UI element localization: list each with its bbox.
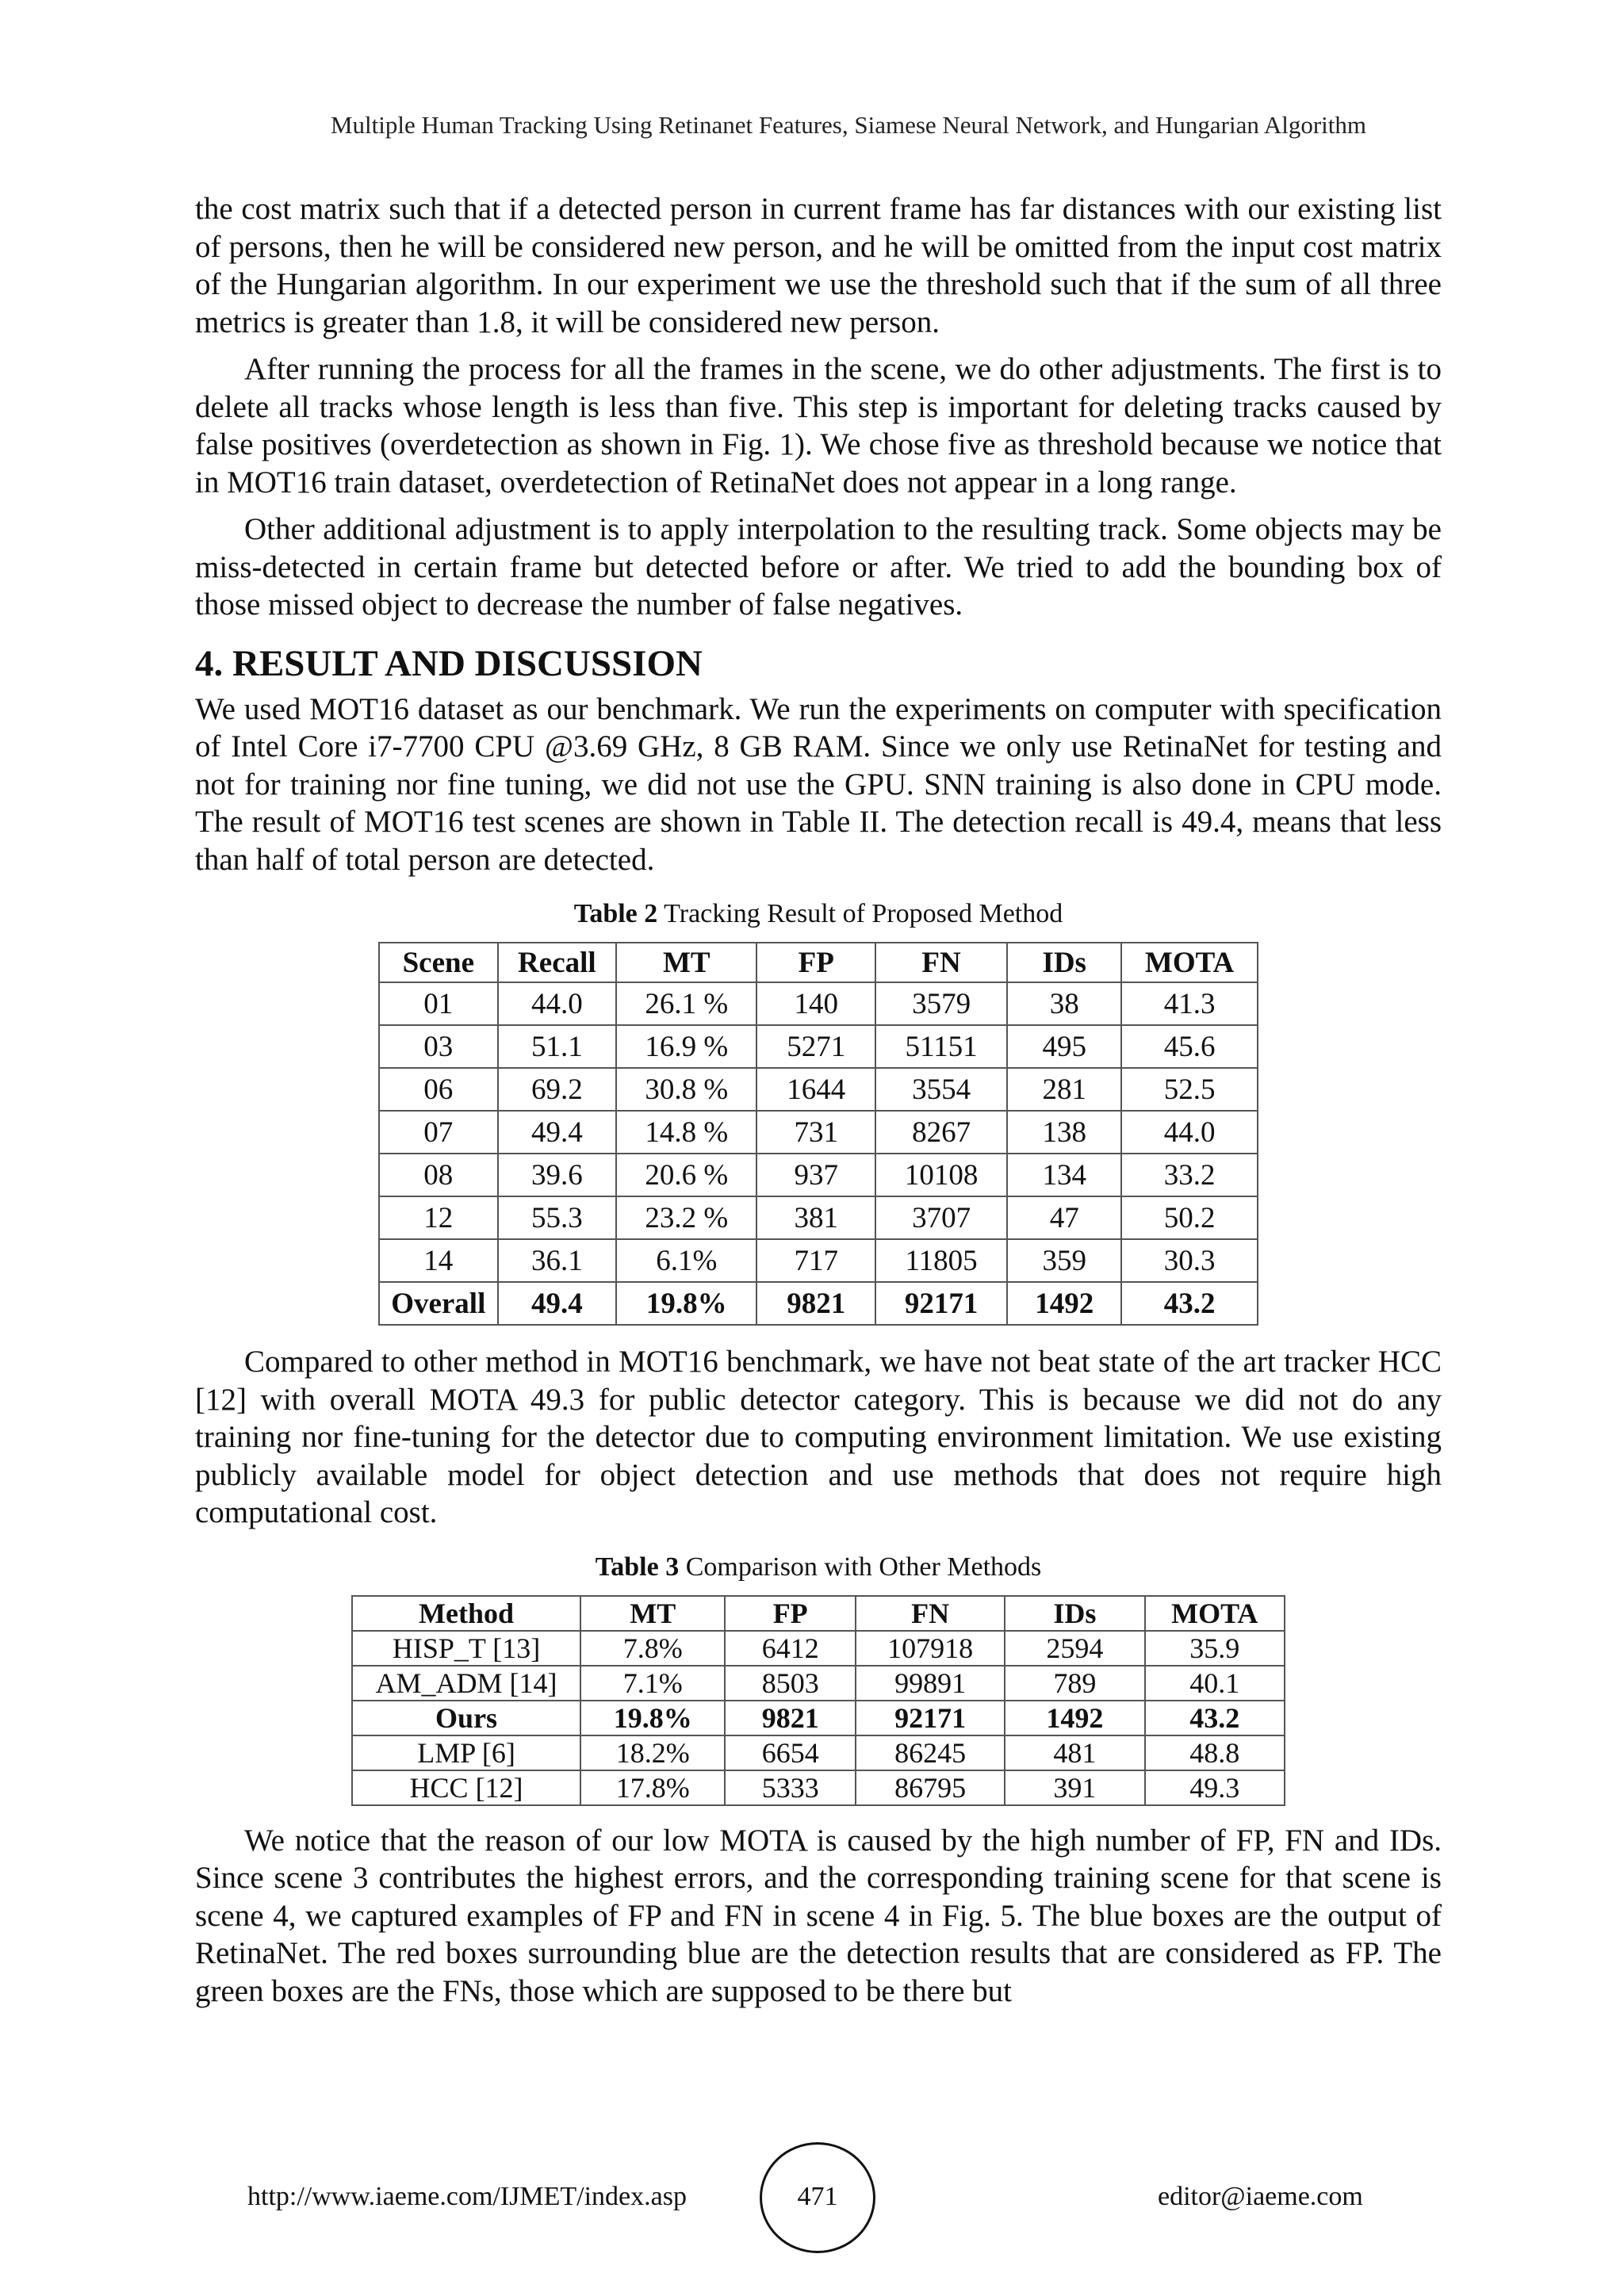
table-cell: 26.1 % <box>616 982 756 1025</box>
page-number: 471 <box>760 2142 875 2253</box>
table-cell: 1492 <box>1005 1701 1144 1735</box>
header-cell: FP <box>756 943 875 982</box>
footer-email-link[interactable]: editor@iaeme.com <box>1158 2182 1363 2211</box>
table-cell: 3579 <box>875 982 1007 1025</box>
table-row-overall <box>379 1282 1258 1325</box>
table-cell: 49.4 <box>498 1282 617 1325</box>
table-cell: 33.2 <box>1121 1154 1258 1196</box>
table-cell: Ours <box>352 1701 580 1735</box>
table-cell: 937 <box>756 1154 875 1196</box>
table-cell: 12 <box>379 1196 498 1239</box>
table-cell: 52.5 <box>1121 1068 1258 1111</box>
table-cell: 134 <box>1007 1154 1121 1196</box>
header-cell: IDs <box>1007 943 1121 982</box>
table-cell: 5271 <box>756 1025 875 1068</box>
table-cell: 44.0 <box>1121 1111 1258 1154</box>
table3-caption <box>195 1552 1442 1582</box>
paragraph: the cost matrix such that if a detected person in current frame has far distances with our existing list of persons, then he will be considered new person, and he will be omitted from the input cost matrix of the Hungarian algorithm. In our experiment we use the threshold such that if the sum of all three metrics is greater than 1.8, it will be considered new person. <box>195 192 1442 339</box>
table-cell: 23.2 % <box>616 1196 756 1239</box>
table-cell: 3554 <box>875 1068 1007 1111</box>
table-cell: 107918 <box>856 1631 1005 1666</box>
table-cell: 06 <box>379 1068 498 1111</box>
table-cell: 7.1% <box>580 1666 725 1701</box>
table-cell: 69.2 <box>498 1068 617 1111</box>
table-cell: Overall <box>379 1282 498 1325</box>
paragraph: Other additional adjustment is to apply interpolation to the resulting track. Some objects may be miss-detected in certain frame but detected before or after. We tried to add the bounding box of those missed object to decrease the number of false negatives. <box>195 512 1442 622</box>
table-cell: 481 <box>1005 1735 1144 1770</box>
header-cell: Recall <box>498 943 617 982</box>
table-cell: 11805 <box>875 1239 1007 1282</box>
table-cell: 36.1 <box>498 1239 617 1282</box>
table-row <box>352 1631 1285 1666</box>
table-row <box>379 1154 1258 1196</box>
table-cell: 92171 <box>875 1282 1007 1325</box>
table-row <box>352 1770 1285 1805</box>
table-cell: 9821 <box>756 1282 875 1325</box>
table-row <box>379 1068 1258 1111</box>
table-cell: 391 <box>1005 1770 1144 1805</box>
table-cell: 35.9 <box>1145 1631 1285 1666</box>
table-cell: 20.6 % <box>616 1154 756 1196</box>
header-cell: MT <box>580 1596 725 1631</box>
table-cell: 6654 <box>725 1735 856 1770</box>
header-cell: MOTA <box>1121 943 1258 982</box>
table-cell: 45.6 <box>1121 1025 1258 1068</box>
table-cell: 2594 <box>1005 1631 1144 1666</box>
table3-caption-text: Comparison with Other Methods <box>679 1552 1042 1582</box>
table-cell: 30.8 % <box>616 1068 756 1111</box>
paragraph: After running the process for all the frames in the scene, we do other adjustments. The first is to delete all tracks whose length is less than five. This step is important for deleting tracks caused by false positives (overdetection as shown in Fig. 1). We chose five as threshold because we notice that in MOT16 train dataset, overdetection of RetinaNet does not appear in a long range. <box>195 352 1442 499</box>
table-cell: HCC [12] <box>352 1770 580 1805</box>
table-cell: 8503 <box>725 1666 856 1701</box>
table-cell: 43.2 <box>1121 1282 1258 1325</box>
table-row <box>352 1735 1285 1770</box>
table-row <box>379 1239 1258 1282</box>
table-cell: 48.8 <box>1145 1735 1285 1770</box>
table-cell: 9821 <box>725 1701 856 1735</box>
table3-caption-label: Table 3 <box>595 1552 680 1582</box>
table-cell: 381 <box>756 1196 875 1239</box>
table-cell: 17.8% <box>580 1770 725 1805</box>
table-cell: 07 <box>379 1111 498 1154</box>
table-cell: 495 <box>1007 1025 1121 1068</box>
table-cell: 1492 <box>1007 1282 1121 1325</box>
table-cell: 49.3 <box>1145 1770 1285 1805</box>
table-cell: AM_ADM [14] <box>352 1666 580 1701</box>
header-cell: Scene <box>379 943 498 982</box>
table2 <box>378 942 1258 1326</box>
table3 <box>351 1595 1285 1806</box>
table-cell: 731 <box>756 1111 875 1154</box>
table-cell: 86245 <box>856 1735 1005 1770</box>
table-cell: 18.2% <box>580 1735 725 1770</box>
table-cell: 359 <box>1007 1239 1121 1282</box>
table-header-row <box>379 943 1258 982</box>
running-header: Multiple Human Tracking Using Retinanet Features, Siamese Neural Network, and Hungarian Algorithm <box>330 111 1367 139</box>
table-cell: 19.8% <box>616 1282 756 1325</box>
table-cell: 47 <box>1007 1196 1121 1239</box>
table-cell: 01 <box>379 982 498 1025</box>
section-title: 4. RESULT AND DISCUSSION <box>195 642 703 684</box>
header-cell: MOTA <box>1145 1596 1285 1631</box>
table-cell: 08 <box>379 1154 498 1196</box>
table-cell: 10108 <box>875 1154 1007 1196</box>
table2-caption-text: Tracking Result of Proposed Method <box>657 899 1063 928</box>
table-cell: 38 <box>1007 982 1121 1025</box>
table-cell: 1644 <box>756 1068 875 1111</box>
table-cell: 03 <box>379 1025 498 1068</box>
table-cell: 40.1 <box>1145 1666 1285 1701</box>
header-cell: FP <box>725 1596 856 1631</box>
table-cell: 138 <box>1007 1111 1121 1154</box>
table-cell: LMP [6] <box>352 1735 580 1770</box>
table-cell: 86795 <box>856 1770 1005 1805</box>
table-cell: HISP_T [13] <box>352 1631 580 1666</box>
table-cell: 49.4 <box>498 1111 617 1154</box>
table-header-row <box>352 1596 1285 1631</box>
table-cell: 43.2 <box>1145 1701 1285 1735</box>
footer-url-link[interactable]: http://www.iaeme.com/IJMET/index.asp <box>247 2182 687 2211</box>
table-row-ours <box>352 1701 1285 1735</box>
table-cell: 6412 <box>725 1631 856 1666</box>
table-row <box>352 1666 1285 1701</box>
table2-caption-label: Table 2 <box>573 899 658 928</box>
paragraph: We notice that the reason of our low MOTA is caused by the high number of FP, FN and IDs. Since scene 3 contributes the highest errors, and the corresponding training scene for that scene is scene 4, we captured examples of FP and FN in scene 4 in Fig. 5. The blue boxes are the output of RetinaNet. The red boxes surrounding blue are the detection results that are considered as FP. The green boxes are the FNs, those which are supposed to be there but <box>195 1823 1442 2008</box>
table-cell: 14 <box>379 1239 498 1282</box>
header-cell: FN <box>875 943 1007 982</box>
table-cell: 5333 <box>725 1770 856 1805</box>
table-cell: 41.3 <box>1121 982 1258 1025</box>
table-cell: 281 <box>1007 1068 1121 1111</box>
table-cell: 140 <box>756 982 875 1025</box>
table-cell: 789 <box>1005 1666 1144 1701</box>
table-cell: 50.2 <box>1121 1196 1258 1239</box>
table-row <box>379 1196 1258 1239</box>
table-cell: 55.3 <box>498 1196 617 1239</box>
table-cell: 717 <box>756 1239 875 1282</box>
table-cell: 39.6 <box>498 1154 617 1196</box>
table-cell: 16.9 % <box>616 1025 756 1068</box>
table-cell: 8267 <box>875 1111 1007 1154</box>
table-cell: 99891 <box>856 1666 1005 1701</box>
table-cell: 51151 <box>875 1025 1007 1068</box>
paragraph: Compared to other method in MOT16 benchmark, we have not beat state of the art tracker HCC [12] with overall MOTA 49.3 for public detector category. This is because we did not do any training nor fine-tuning for the detector due to computing environment limitation. We use existing publicly available model for object detection and use methods that does not require high computational cost. <box>195 1345 1442 1529</box>
table-cell: 30.3 <box>1121 1239 1258 1282</box>
table-cell: 51.1 <box>498 1025 617 1068</box>
table-row <box>379 982 1258 1025</box>
header-cell: Method <box>352 1596 580 1631</box>
table-row <box>379 1111 1258 1154</box>
table-cell: 3707 <box>875 1196 1007 1239</box>
header-cell: FN <box>856 1596 1005 1631</box>
section-paragraph: We used MOT16 dataset as our benchmark. We run the experiments on computer with specification of Intel Core i7-7700 CPU @3.69 GHz, 8 GB RAM. Since we only use RetinaNet for testing and not for training nor fine tuning, we did not use the GPU. SNN training is also done in CPU mode. The result of MOT16 test scenes are shown in Table II. The detection recall is 49.4, means that less than half of total person are detected. <box>195 691 1442 877</box>
table-cell: 44.0 <box>498 982 617 1025</box>
table-cell: 92171 <box>856 1701 1005 1735</box>
header-cell: MT <box>616 943 756 982</box>
table-cell: 19.8% <box>580 1701 725 1735</box>
page-body <box>195 190 1442 2019</box>
table-cell: 7.8% <box>580 1631 725 1666</box>
table2-caption <box>195 899 1442 929</box>
table-row <box>379 1025 1258 1068</box>
page-footer <box>0 2142 1624 2253</box>
table-cell: 6.1% <box>616 1239 756 1282</box>
table-cell: 14.8 % <box>616 1111 756 1154</box>
header-cell: IDs <box>1005 1596 1144 1631</box>
